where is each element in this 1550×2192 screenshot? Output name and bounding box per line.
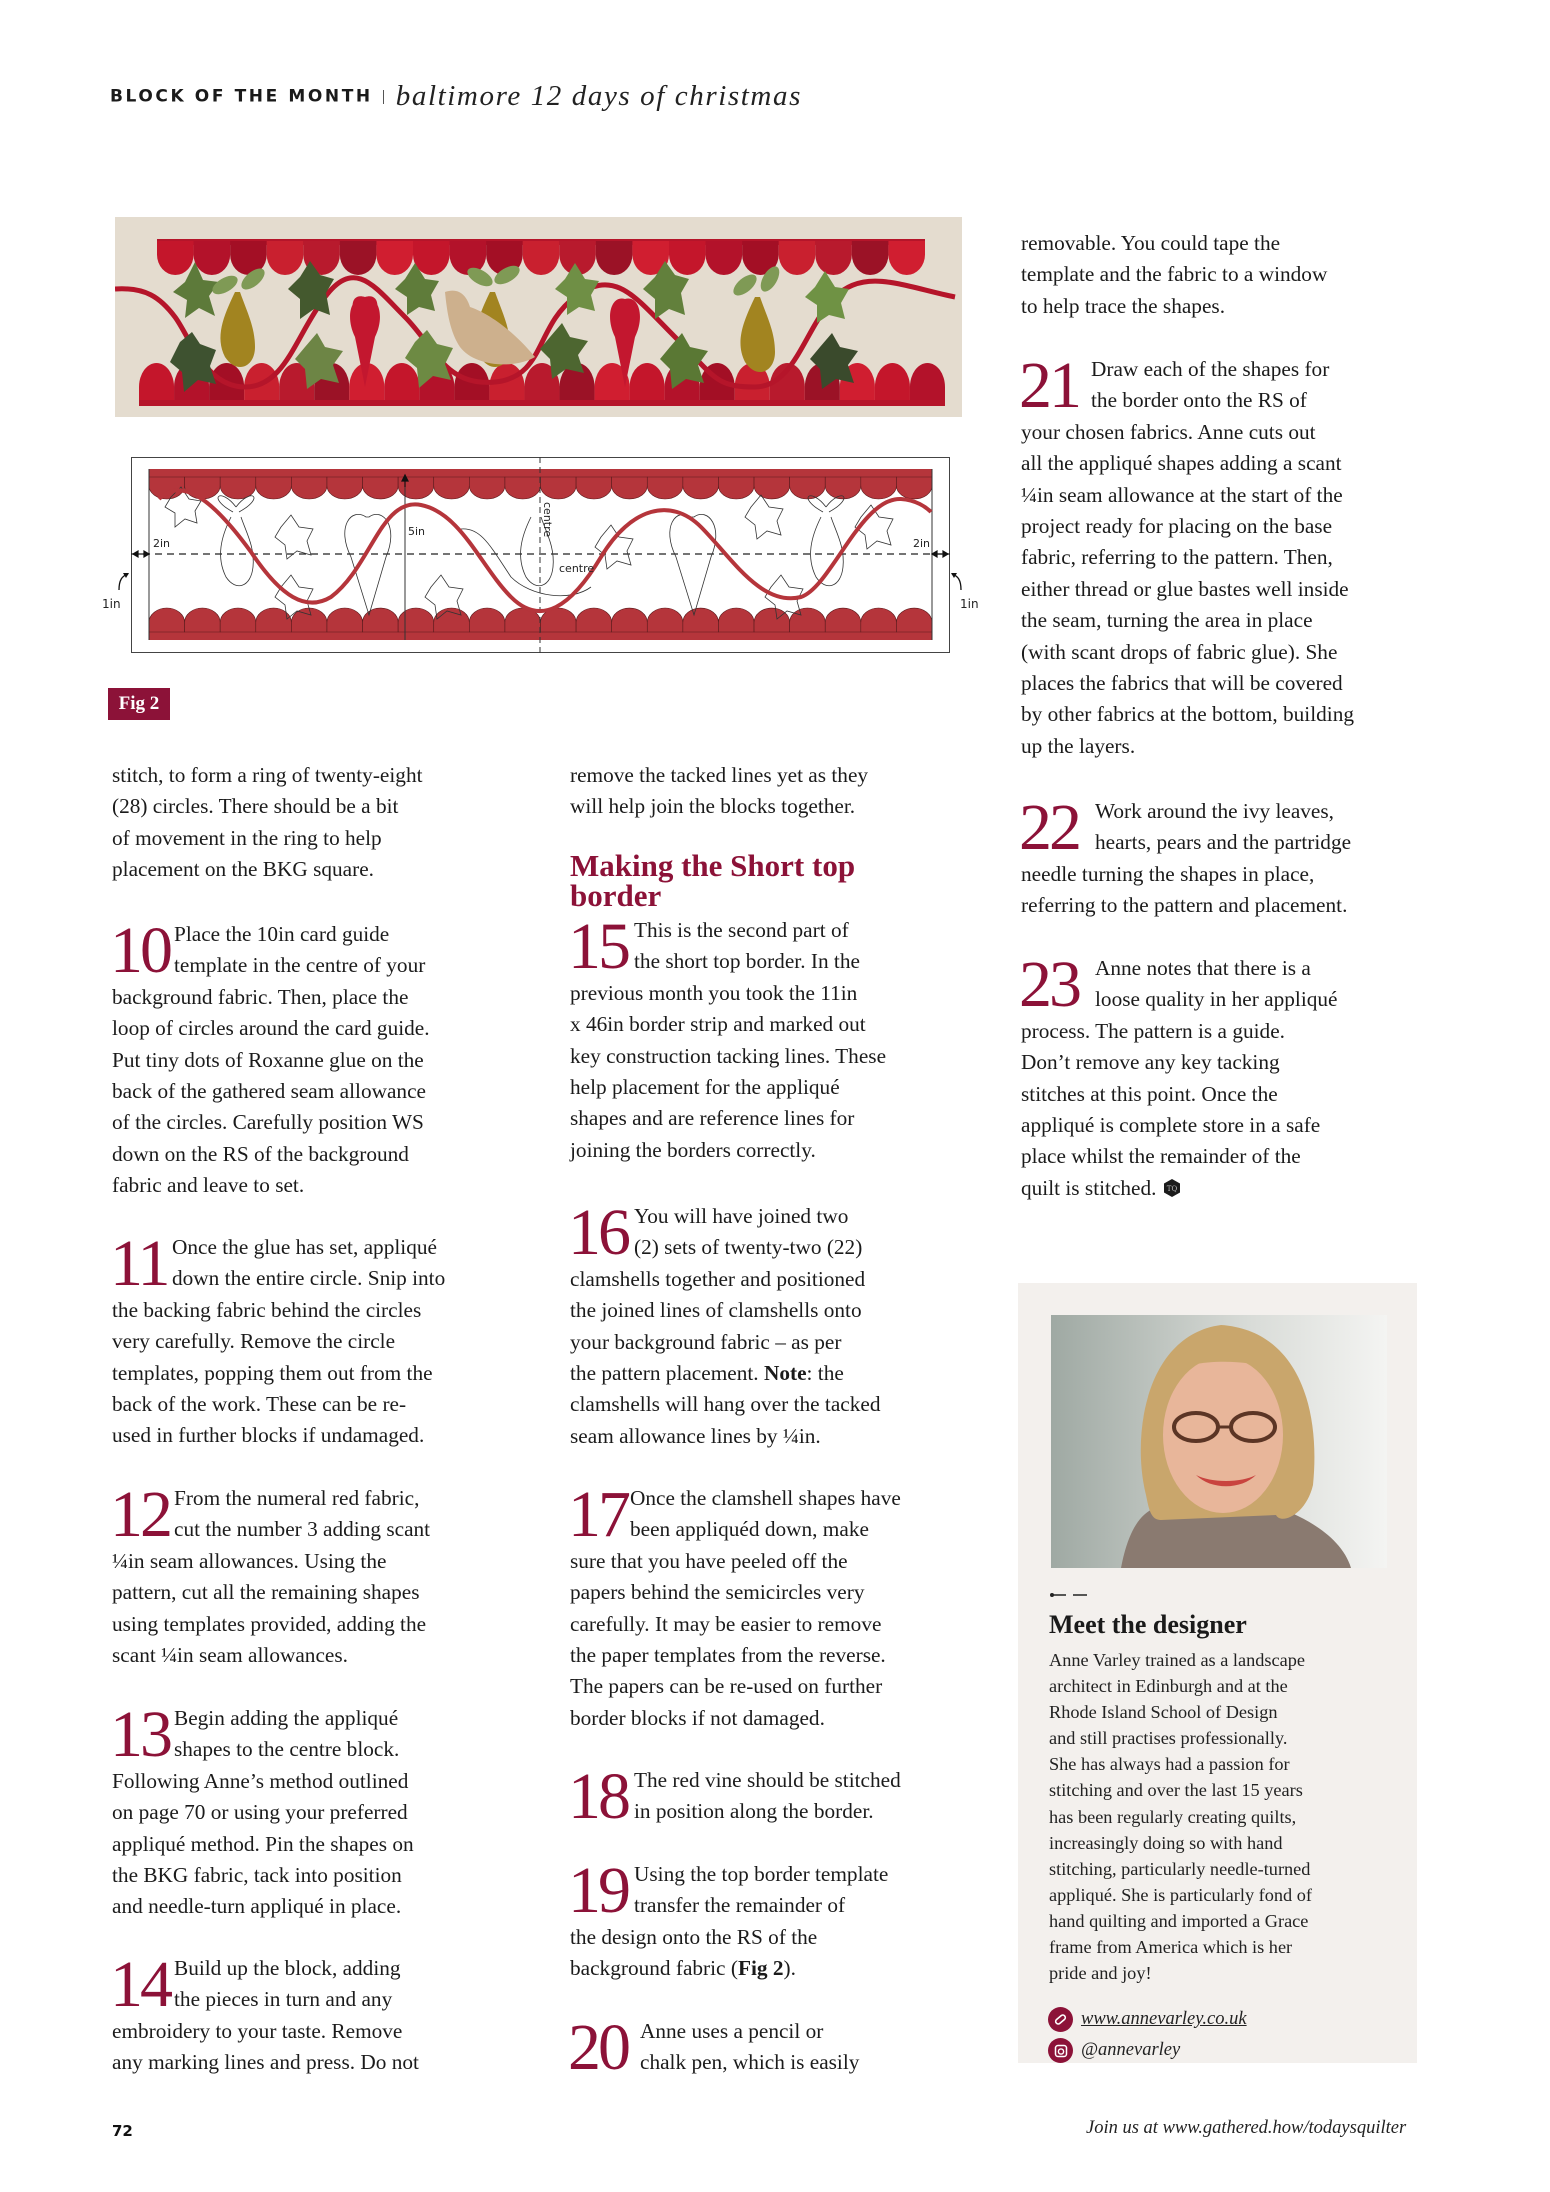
text-line: the design onto the RS of the xyxy=(570,1924,818,1949)
text-line: the border onto the RS of xyxy=(1091,388,1307,413)
text-line: key construction tacking lines. These xyxy=(570,1043,887,1068)
text-line: (with scant drops of fabric glue). She xyxy=(1021,639,1338,664)
step-12 xyxy=(110,1478,552,1671)
bio-line: appliqué. She is particularly fond of xyxy=(1049,1884,1312,1905)
running-head xyxy=(110,80,802,113)
text-line: places the fabrics that will be covered xyxy=(1021,670,1343,695)
bio-line: stitching, particularly needle-turned xyxy=(1049,1858,1311,1879)
text-line: sure that you have peeled off the xyxy=(570,1548,848,1573)
step-11 xyxy=(110,1227,552,1452)
step-number: 11 xyxy=(110,1227,168,1300)
text-run: quilt is stitched. xyxy=(1021,1175,1157,1200)
figure-reference: Fig 2 xyxy=(737,1956,784,1981)
step-22 xyxy=(1019,791,1461,922)
label-right-2in: 2in xyxy=(913,537,931,550)
series-title: baltimore 12 days of christmas xyxy=(395,80,802,112)
text-line: in position along the border. xyxy=(634,1799,874,1824)
bio-line: increasingly doing so with hand xyxy=(1049,1832,1283,1853)
text-line: papers behind the semicircles very xyxy=(570,1580,865,1605)
note-label: Note xyxy=(763,1360,807,1385)
label-5in: 5in xyxy=(408,525,426,538)
text-line: place whilst the remainder of the xyxy=(1021,1144,1301,1169)
text-line: Anne notes that there is a xyxy=(1095,956,1311,980)
step-number: 13 xyxy=(110,1698,170,1771)
text-run: the pattern placement. xyxy=(570,1360,759,1385)
step-number: 15 xyxy=(568,910,628,983)
text-line: cut the number 3 adding scant xyxy=(174,1517,431,1542)
instagram-icon xyxy=(1048,2038,1073,2063)
text-line: loose quality in her appliqué xyxy=(1095,987,1338,1012)
text-line: fabric, referring to the pattern. Then, xyxy=(1021,545,1333,570)
step-16 xyxy=(568,1196,1010,1452)
text-line: any marking lines and press. Do not xyxy=(112,2050,419,2075)
text-line: using templates provided, adding the xyxy=(112,1611,427,1636)
right-1in-pointer-icon xyxy=(950,570,964,592)
text-line: ¼in seam allowance at the start of the xyxy=(1021,482,1343,507)
text-line: up the layers. xyxy=(1021,733,1136,758)
text-line: stitches at this point. Once the xyxy=(1021,1081,1278,1106)
website-link[interactable] xyxy=(1048,2007,1247,2032)
step-19 xyxy=(568,1854,1010,1985)
text-line: removable. You could tape the xyxy=(1021,231,1281,255)
left-1in-pointer-icon xyxy=(116,570,130,592)
text-run: background fabric ( xyxy=(570,1956,738,1981)
bio-line: Rhode Island School of Design xyxy=(1049,1702,1278,1723)
bio-line: architect in Edinburgh and at the xyxy=(1049,1676,1288,1697)
text-line: chalk pen, which is easily xyxy=(640,2050,860,2075)
label-left-1in: 1in xyxy=(102,597,121,611)
step-number: 20 xyxy=(568,2011,628,2084)
bio-line: hand quilting and imported a Grace xyxy=(1049,1910,1309,1931)
text-line: very carefully. Remove the circle xyxy=(112,1329,396,1354)
text-line: Place the 10in card guide xyxy=(174,922,390,946)
quilt-border-photo xyxy=(115,217,962,417)
text-line: background fabric. Then, place the xyxy=(112,984,409,1009)
heading-line: Making the Short top xyxy=(570,848,856,883)
text-line: shapes to the centre block. xyxy=(174,1737,400,1762)
bio-line: and still practises professionally. xyxy=(1049,1728,1288,1749)
text-line: Begin adding the appliqué xyxy=(174,1706,399,1730)
step-number: 17 xyxy=(568,1478,628,1551)
text-line: carefully. It may be easier to remove xyxy=(570,1611,882,1636)
text-line: remove the tacked lines yet as they xyxy=(570,763,869,787)
text-line: shapes and are reference lines for xyxy=(570,1106,855,1131)
text-line: joining the borders correctly. xyxy=(570,1137,816,1162)
text-line: loop of circles around the card guide. xyxy=(112,1016,430,1041)
heading-line: border xyxy=(570,878,662,913)
text-line: back of the gathered seam allowance xyxy=(112,1078,426,1103)
text-line: by other fabrics at the bottom, building xyxy=(1021,702,1354,727)
text-line: the BKG fabric, tack into position xyxy=(112,1862,402,1887)
website-text[interactable]: www.annevarley.co.uk xyxy=(1081,2009,1247,2029)
text-line: Once the glue has set, appliqué xyxy=(172,1235,437,1259)
bottom-band xyxy=(139,400,945,406)
step-17 xyxy=(568,1478,1010,1734)
step-number: 16 xyxy=(568,1196,628,1269)
text-line: template and the fabric to a window xyxy=(1021,262,1328,287)
text-line xyxy=(570,1953,1010,1984)
text-line: referring to the pattern and placement. xyxy=(1021,893,1348,918)
text-line: From the numeral red fabric, xyxy=(174,1486,420,1510)
text-line: This is the second part of xyxy=(634,918,849,942)
text-run: ). xyxy=(783,1956,796,1981)
text-line: The papers can be re-used on further xyxy=(570,1674,883,1699)
footer-join[interactable]: Join us at www.gathered.how/todaysquilter xyxy=(1086,2118,1407,2138)
text-line: back of the work. These can be re- xyxy=(112,1391,407,1416)
section-label: BLOCK OF THE MONTH xyxy=(110,86,373,107)
text-line: appliqué is complete store in a safe xyxy=(1021,1112,1321,1137)
label-centre-horizontal: centre xyxy=(559,562,595,575)
text-line: the short top border. In the xyxy=(634,949,860,974)
bio-line: She has always had a passion for xyxy=(1049,1754,1290,1775)
text-line: will help join the blocks together. xyxy=(570,794,856,819)
text-line: down on the RS of the background xyxy=(112,1141,409,1166)
text-line: border blocks if not damaged. xyxy=(570,1705,825,1730)
instagram-link[interactable] xyxy=(1048,2038,1180,2063)
text-line: the pieces in turn and any xyxy=(174,1987,393,2012)
figure-label: Fig 2 xyxy=(108,688,170,720)
designer-title: Meet the designer xyxy=(1049,1610,1247,1639)
text-line: pattern, cut all the remaining shapes xyxy=(112,1580,420,1605)
text-line: previous month you took the 11in xyxy=(570,980,858,1005)
text-line: Build up the block, adding xyxy=(174,1956,401,1980)
text-line: templates, popping them out from the xyxy=(112,1360,433,1385)
text-line: project ready for placing on the base xyxy=(1021,513,1333,538)
text-line: of the circles. Carefully position WS xyxy=(112,1110,424,1135)
text-line: Draw each of the shapes for xyxy=(1091,357,1330,381)
text-line: placement on the BKG square. xyxy=(112,857,374,882)
text-line: down the entire circle. Snip into xyxy=(172,1266,446,1291)
text-line: transfer the remainder of xyxy=(634,1893,846,1918)
text-line: your chosen fabrics. Anne cuts out xyxy=(1021,419,1316,444)
text-line: clamshells will hang over the tacked xyxy=(570,1392,881,1417)
step-13 xyxy=(110,1698,552,1923)
text-line xyxy=(1021,1173,1461,1204)
step-number: 23 xyxy=(1019,948,1079,1021)
divider-dots xyxy=(1049,1591,1109,1599)
section-heading xyxy=(570,848,856,913)
end-mark-icon xyxy=(1162,1178,1182,1198)
text-line: all the appliqué shapes adding a scant xyxy=(1021,451,1342,476)
end-mark-text: TQ xyxy=(1167,1184,1178,1193)
text-line: You will have joined two xyxy=(634,1204,849,1228)
text-line: (28) circles. There should be a bit xyxy=(112,794,399,819)
text-line: your background fabric – as per xyxy=(570,1329,842,1354)
designer-box xyxy=(1018,1283,1417,2063)
text-line: embroidery to your taste. Remove xyxy=(112,2018,403,2043)
step-20 xyxy=(568,2011,1010,2084)
step-15 xyxy=(568,910,1010,1166)
text-line: Don’t remove any key tacking xyxy=(1021,1050,1280,1075)
col1-intro xyxy=(112,760,552,886)
label-left-2in: 2in xyxy=(153,537,171,550)
text-line: ¼in seam allowances. Using the xyxy=(112,1548,387,1573)
bio-line: frame from America which is her xyxy=(1049,1937,1293,1958)
step-14 xyxy=(110,1948,552,2079)
text-line: of movement in the ring to help xyxy=(112,825,382,850)
step-number: 14 xyxy=(110,1948,170,2021)
step-23 xyxy=(1019,948,1461,1204)
designer-portrait xyxy=(1051,1315,1387,1568)
col3-intro xyxy=(1021,228,1461,322)
text-line: Using the top border template xyxy=(634,1862,889,1886)
step-number: 12 xyxy=(110,1478,170,1551)
step-21 xyxy=(1019,349,1461,762)
text-line: the paper templates from the reverse. xyxy=(570,1642,886,1667)
text-line: The red vine should be stitched xyxy=(634,1768,901,1792)
text-line: needle turning the shapes in place, xyxy=(1021,861,1315,886)
fig2-diagram xyxy=(131,457,950,653)
bio-line: Anne Varley trained as a landscape xyxy=(1049,1650,1305,1670)
text-line: stitch, to form a ring of twenty-eight xyxy=(112,763,423,787)
text-run: : the xyxy=(806,1360,844,1385)
text-line: clamshells together and positioned xyxy=(570,1266,866,1291)
text-line: Following Anne’s method outlined xyxy=(112,1768,409,1793)
text-line: hearts, pears and the partridge xyxy=(1095,830,1352,855)
step-10 xyxy=(110,914,552,1202)
text-line: either thread or glue bastes well inside xyxy=(1021,576,1349,601)
separator xyxy=(383,90,384,104)
bio-line: stitching and over the last 15 years xyxy=(1049,1780,1303,1801)
page-number: 72 xyxy=(112,2122,133,2140)
text-line: to help trace the shapes. xyxy=(1021,293,1226,318)
instagram-handle[interactable]: @annevarley xyxy=(1081,2040,1181,2060)
text-line: seam allowance lines by ¼in. xyxy=(570,1423,821,1448)
label-centre-vertical: centre xyxy=(541,502,554,538)
step-number: 21 xyxy=(1019,349,1079,422)
text-line: (2) sets of twenty-two (22) xyxy=(634,1235,863,1260)
bio-line: has been regularly creating quilts, xyxy=(1049,1806,1297,1827)
text-line: Work around the ivy leaves, xyxy=(1095,799,1334,823)
text-line: Once the clamshell shapes have xyxy=(630,1486,901,1510)
step-number: 18 xyxy=(568,1760,628,1833)
text-line: the seam, turning the area in place xyxy=(1021,608,1313,633)
step-number: 10 xyxy=(110,914,170,987)
text-line: x 46in border strip and marked out xyxy=(570,1012,866,1037)
col2-intro xyxy=(570,760,1010,823)
text-line xyxy=(570,1358,1010,1389)
text-line: template in the centre of your xyxy=(174,953,426,978)
text-line: scant ¼in seam allowances. xyxy=(112,1642,348,1667)
text-line: and needle-turn appliqué in place. xyxy=(112,1894,402,1919)
text-line: help placement for the appliqué xyxy=(570,1074,840,1099)
text-line: Put tiny dots of Roxanne glue on the xyxy=(112,1047,424,1072)
text-line: appliqué method. Pin the shapes on xyxy=(112,1831,414,1856)
text-line: on page 70 or using your preferred xyxy=(112,1800,408,1825)
label-right-1in: 1in xyxy=(960,597,979,611)
bio-line: pride and joy! xyxy=(1049,1963,1152,1984)
step-18 xyxy=(568,1760,1010,1833)
text-line: been appliquéd down, make xyxy=(630,1517,869,1542)
designer-bio xyxy=(1049,1647,1312,1986)
text-line: the joined lines of clamshells onto xyxy=(570,1298,862,1323)
text-line: the backing fabric behind the circles xyxy=(112,1297,422,1322)
step-number: 22 xyxy=(1019,791,1079,864)
text-line: process. The pattern is a guide. xyxy=(1021,1018,1285,1043)
text-line: used in further blocks if undamaged. xyxy=(112,1423,425,1448)
link-icon xyxy=(1048,2007,1073,2032)
step-number: 19 xyxy=(568,1854,628,1927)
text-line: fabric and leave to set. xyxy=(112,1173,305,1198)
text-line: Anne uses a pencil or xyxy=(640,2019,824,2043)
